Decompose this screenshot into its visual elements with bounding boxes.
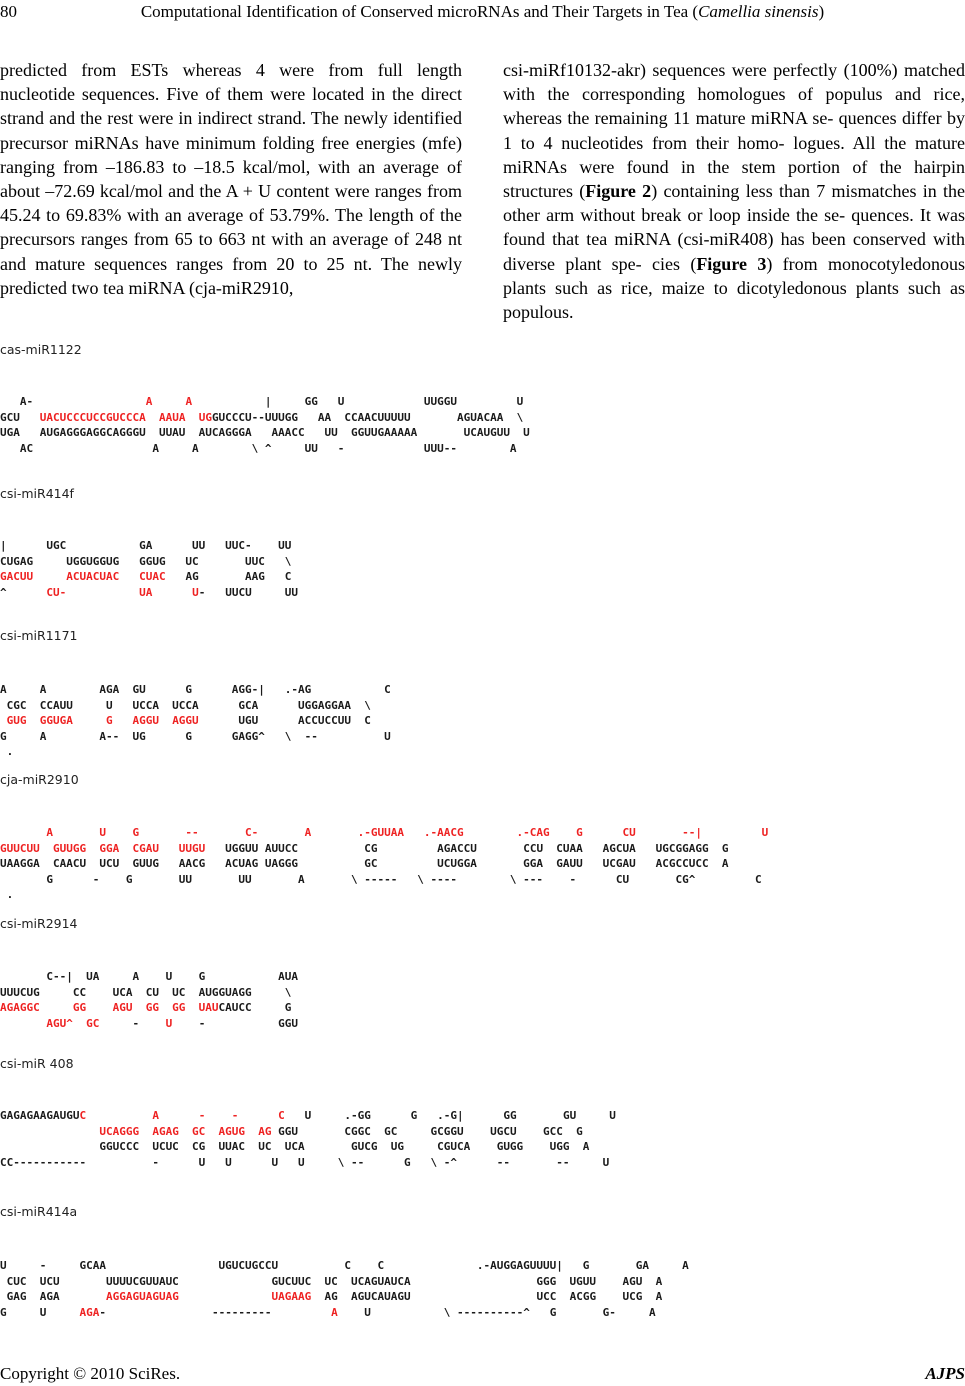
hairpin-sequence-line: AGU^ GC - U - GGU <box>46 1016 299 1030</box>
hairpin-structures-figure <box>0 336 815 1326</box>
hairpin-sequence-line: GCU UACUCCCUCCGUCCCA AAUA UGGUCCCU--UUUGG AA CCAACUUUUU AGUACAA \ <box>0 410 524 424</box>
hairpin-sequence-line: A- A A | GG U UUGGU U <box>0 395 524 408</box>
hairpin-sequence-line: G U AGA- --------- A U \ ----------^ G G- A <box>0 1305 656 1319</box>
hairpin-sequence-line: AC A A \ ^ UU - UUU-- A <box>0 441 517 455</box>
hairpin-sequence-line: AGAGGC GG AGU GG GG UAUCAUCC G <box>0 1001 292 1014</box>
hairpin-sequence-line: . <box>0 745 14 758</box>
hairpin-sequence-line: UCAGGG AGAG GC AGUG AG GGU CGGC GC GCGGU UGCU GCC G <box>99 1124 583 1138</box>
hairpin-sequence-line: CC----------- - U U U U \ -- G \ -^ -- -- U <box>0 1155 610 1169</box>
hairpin-sequence-line: | UGC GA UU UUC- UU <box>0 539 292 552</box>
hairpin-sequence-line: ^ CU- UA U- UUCU UU <box>0 585 299 599</box>
mirna-label: cas-miR1122 <box>0 342 82 357</box>
hairpin-sequence-line: GUG GGUGA G AGGU AGGU UGU ACCUCCUU C <box>6 714 371 727</box>
mirna-label: csi-miR414a <box>0 1204 78 1219</box>
hairpin-sequence-line: UUUCUG CC UCA CU UC AUGGUAGG \ <box>0 985 292 999</box>
hairpin-sequence-line: CUC UCU UUUUCGUUAUC GUCUUC UC UCAGUAUCA GGG UGUU AGU A <box>0 1274 663 1288</box>
hairpin-sequence-line: CUGAG UGGUGGUG GGUG UC UUC \ <box>0 554 292 568</box>
species-name: Camellia sinensis <box>698 2 819 21</box>
hairpin-sequence-line: C--| UA A U G AUA <box>0 970 299 983</box>
mirna-label: csi-miR414f <box>0 486 74 501</box>
left-column-text: predicted from ESTs whereas 4 were from full length nucleotide sequences. Five of them were located in the direct strand and the rest were in indirect strand. The newly identified precursor miRNAs have minimum folding free energies (mfe) ranging from –186.83 to –18.5 kcal/mol, with an average of about –72.69 kcal/mol and the A + U content were ranges from 45.24 to 69.83% with an average of 53.79%. The length of the precursors ranges from 65 to 663 nt with an average of 248 nt and mature sequences ranges from 20 to 25 nt. The newly predicted two tea miRNA (cja-miR2910, <box>0 60 462 298</box>
running-title: Computational Identification of Conserved microRNAs and Their Targets in Tea (Camellia sinensis) <box>140 2 825 21</box>
hairpin-sequence-line: CGC CCAUU U UCCA UCCA GCA UGGAGGAA \ <box>0 698 371 712</box>
hairpin-sequence-line: UAAGGA CAACU UCU GUUG AACG ACUAG UAGGG GC UCUGGA GGA GAUU UCGAU ACGCCUCC A <box>0 857 729 870</box>
hairpin-sequence-line: GUUCUU GUUGG GGA CGAU UUGU UGGUU AUUCC CG AGACCU CCU CUAA AGCUA UGCGGAGG G <box>0 841 729 855</box>
hairpin-sequence-line: GGUCCC UCUC CG UUAC UC UCA GUCG UG CGUCA GUGG UGG A <box>0 1140 590 1153</box>
hairpin-sequence-line: U - GCAA UGUCUGCCU C C .-AUGGAGUUUU| G GA A <box>0 1259 689 1272</box>
figure-2-ref[interactable]: Figure 2 <box>585 181 652 202</box>
figure-3-ref[interactable]: Figure 3 <box>696 253 767 274</box>
journal-abbreviation: AJPS <box>925 1364 965 1383</box>
mirna-label: csi-miR 408 <box>0 1056 74 1071</box>
hairpin-sequence-line: GACUU ACUACUAC CUAC AG AAG C <box>0 570 292 583</box>
mirna-label: csi-miR2914 <box>0 916 78 931</box>
mirna-label: csi-miR1171 <box>0 628 78 643</box>
page-header <box>0 0 965 26</box>
hairpin-sequence-line: GAGAGAAGAUGUC A - - C U .-GG G .-G| GG GU U <box>0 1109 616 1122</box>
hairpin-sequence-line: A A AGA GU G AGG-| .-AG C <box>0 683 391 696</box>
hairpin-sequence-line: UGA AUGAGGGAGGCAGGGU UUAU AUCAGGGA AAACC UU GGUUGAAAAA UCAUGUU U <box>0 426 530 439</box>
hairpin-sequence-line: G A A-- UG G GAGG^ \ -- U <box>0 729 391 743</box>
hairpin-sequence-line: G - G UU UU A \ ----- \ ---- \ --- - CU CG^ C <box>0 872 762 886</box>
copyright-notice: Copyright © 2010 SciRes. <box>0 1364 181 1383</box>
hairpin-sequence-line: . <box>0 888 14 901</box>
mirna-label: cja-miR2910 <box>0 772 79 787</box>
page-number: 80 <box>0 2 17 21</box>
hairpin-sequence-line: GAG AGA AGGAGUAGUAG UAGAAG AG AGUCAUAGU UCC ACGG UCG A <box>0 1290 663 1303</box>
right-column-text: csi-miRf10132-akr) sequences were perfectly (100%) matched with the corresponding homologues of populus and rice, whereas the remaining 11 mature miRNA se- quences differ by 1 to 4 nucleotides from their homo- logues. All the mature miRNAs were found in the stem portion of the hairpin structures (Figure 2) containing less than 7 mismatches in the other arm without break or loop inside the se- quences. It was found that tea miRNA (csi-miR408) has been conserved with diverse plant spe- cies (Figure 3) from monocotyledonous plants such as rice, maize to dicotyledonous plants such as populous. <box>503 60 965 323</box>
hairpin-sequence-line: A U G -- C- A .-GUUAA .-AACG .-CAG G CU --| U <box>0 826 769 839</box>
